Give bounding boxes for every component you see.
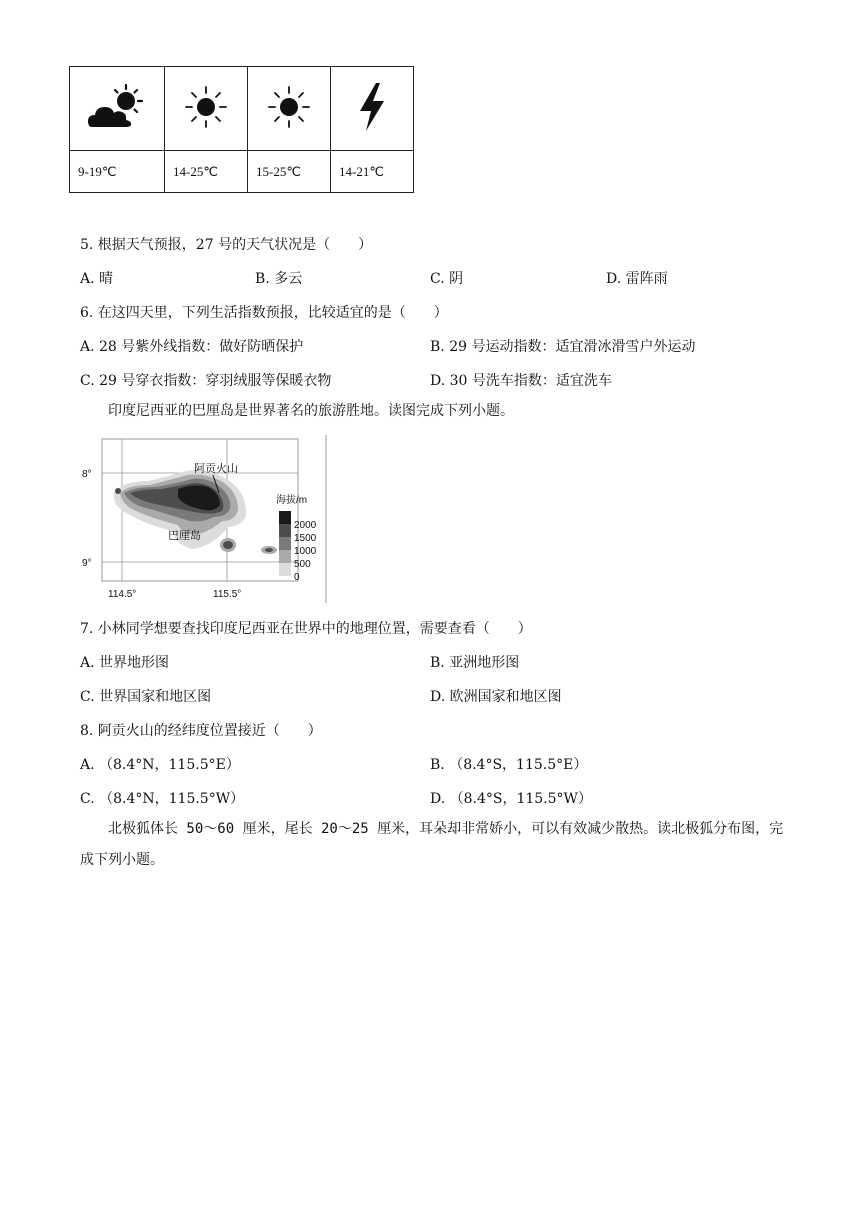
legend-value-0: 0	[294, 572, 300, 583]
weather-forecast-table	[69, 66, 414, 193]
q7-option-a: A. 世界地形图	[80, 655, 170, 671]
island-label: 巴厘岛	[168, 530, 201, 542]
q6-option-c: C. 29 号穿衣指数：穿羽绒服等保暖衣物	[80, 373, 332, 389]
temp-day-2: 14-25℃	[165, 151, 248, 193]
temp-day-1: 9-19℃	[70, 151, 165, 193]
q6-option-a: A. 28 号紫外线指数：做好防晒保护	[80, 339, 304, 355]
q6-option-d: D. 30 号洗车指数：适宜洗车	[430, 373, 612, 389]
temp-day-3: 15-25℃	[248, 151, 331, 193]
q5-option-c: C. 阴	[430, 271, 464, 287]
q5-option-a: A. 晴	[80, 271, 114, 287]
q7-option-b: B. 亚洲地形图	[430, 655, 520, 671]
legend-value-500: 500	[294, 559, 311, 570]
temp-day-4: 14-21℃	[331, 151, 414, 193]
partly-cloudy-cell	[70, 67, 165, 151]
q8-option-a: A. （8.4°N，115.5°E）	[80, 757, 240, 773]
q8-option-b: B. （8.4°S，115.5°E）	[430, 757, 588, 773]
volcano-label: 阿贡火山	[194, 463, 238, 475]
legend-swatch-1000	[279, 537, 291, 550]
sunny-icon	[267, 85, 311, 129]
q5-stem: 5. 根据天气预报，27 号的天气状况是（ ）	[80, 237, 373, 253]
bali-intro: 印度尼西亚的巴厘岛是世界著名的旅游胜地。读图完成下列小题。	[108, 403, 514, 419]
legend-value-2000: 2000	[294, 520, 317, 531]
legend-swatch-2000	[279, 511, 291, 524]
sunny-cell-1	[165, 67, 248, 151]
lon-label-right: 115.5°	[213, 589, 242, 600]
sunny-icon	[184, 85, 228, 129]
q8-stem: 8. 阿贡火山的经纬度位置接近（ ）	[80, 723, 322, 739]
thunder-cell	[331, 67, 414, 151]
q5-option-b: B. 多云	[255, 271, 303, 287]
legend-title: 海拔/m	[276, 495, 308, 506]
sunny-cell-2	[248, 67, 331, 151]
lat-label-bottom: 9°	[82, 558, 92, 569]
legend-swatch-500	[279, 550, 291, 563]
legend-swatch-0	[279, 563, 291, 576]
arctic-fox-intro: 北极狐体长 50～60 厘米，尾长 20～25 厘米，耳朵却非常娇小，可以有效减少散热。读北极狐分布图，完成下列小题。	[80, 821, 784, 868]
legend-value-1000: 1000	[294, 546, 317, 557]
q8-option-d: D. （8.4°S，115.5°W）	[430, 791, 592, 807]
bali-map	[78, 435, 328, 603]
thunder-icon	[352, 81, 392, 133]
q7-option-c: C. 世界国家和地区图	[80, 689, 212, 705]
q5-option-d: D. 雷阵雨	[606, 271, 668, 287]
lon-label-left: 114.5°	[108, 589, 137, 600]
q7-stem: 7. 小林同学想要查找印度尼西亚在世界中的地理位置，需要查看（ ）	[80, 621, 532, 637]
q7-option-d: D. 欧洲国家和地区图	[430, 689, 562, 705]
lat-label-top: 8°	[82, 469, 92, 480]
partly-cloudy-icon	[86, 83, 148, 131]
q6-option-b: B. 29 号运动指数：适宜滑冰滑雪户外运动	[430, 339, 696, 355]
q6-stem: 6. 在这四天里，下列生活指数预报，比较适宜的是（ ）	[80, 305, 448, 321]
legend-value-1500: 1500	[294, 533, 317, 544]
q8-option-c: C. （8.4°N，115.5°W）	[80, 791, 245, 807]
legend-swatch-1500	[279, 524, 291, 537]
